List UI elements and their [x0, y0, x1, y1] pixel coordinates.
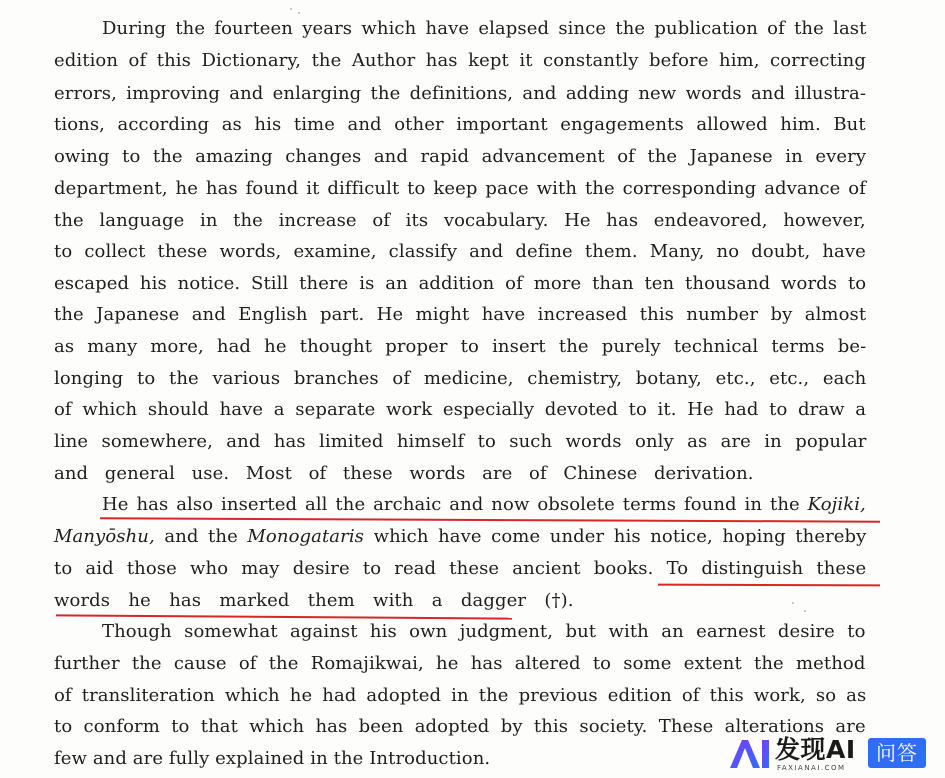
- text-run: During the fourteen years which have elapsed since the publication of the last: [102, 18, 867, 39]
- italic-term: Monogataris: [247, 526, 365, 547]
- red-underline-mark: [100, 517, 880, 522]
- text-run: further the cause of the Romajikwai, he has altered to some extent the method: [54, 653, 866, 674]
- text-run: line somewhere, and has limited himself to such words only as are in popular: [54, 431, 867, 452]
- text-line: [54, 146, 866, 168]
- text-line: [54, 241, 866, 263]
- text-line: [54, 685, 866, 707]
- text-line: [54, 114, 866, 136]
- text-line: [54, 590, 574, 612]
- text-run: He has also inserted all the archaic and now obsolete terms found in the: [102, 494, 808, 515]
- text-run: department, he has found it difficult to keep pace with the corresponding advance of: [54, 178, 866, 199]
- watermark: [728, 736, 940, 774]
- text-run: edition of this Dictionary, the Author has kept it constantly before him, correcting: [54, 50, 867, 71]
- text-run: of which should have a separate work especially devoted to it. He had to draw a: [54, 399, 867, 420]
- text-line: [54, 273, 866, 295]
- scan-speck: [792, 602, 794, 604]
- text-run: few and are fully explained in the Introduction.: [54, 748, 491, 769]
- text-line: [54, 748, 654, 770]
- text-line: [54, 526, 866, 548]
- italic-term: Manyōshu,: [54, 526, 155, 547]
- watermark-subtitle: FAXIANAI.COM: [777, 764, 846, 772]
- text-line: [54, 368, 866, 390]
- scan-speck: [290, 8, 292, 10]
- text-line: [54, 558, 866, 580]
- text-run: and general use. Most of these words are of Chinese derivation.: [54, 463, 754, 484]
- text-line: [102, 18, 866, 40]
- text-run: to aid those who may desire to read these ancient books. To distinguish these: [54, 558, 867, 579]
- text-line: [54, 83, 866, 105]
- text-run: words he has marked them with a dagger (†).: [54, 590, 574, 611]
- text-line: [54, 463, 754, 485]
- text-line: [54, 653, 866, 675]
- italic-term: Kojiki,: [807, 494, 866, 515]
- watermark-brand: 发现AI: [775, 735, 856, 764]
- text-run: the Japanese and English part. He might have increased this number by almost: [54, 304, 867, 325]
- text-run: to collect these words, examine, classify and define them. Many, no doubt, have: [54, 241, 866, 262]
- text-line: [54, 336, 866, 358]
- text-line: [54, 210, 866, 232]
- text-run: longing to the various branches of medicine, chemistry, botany, etc., etc., each: [54, 368, 867, 389]
- watermark-logo-icon: [728, 738, 772, 770]
- text-run: Though somewhat against his own judgment, but with an earnest desire to: [102, 621, 866, 642]
- text-line: [54, 399, 866, 421]
- text-line: [54, 716, 866, 738]
- red-underline-mark: [56, 614, 512, 619]
- text-line: [54, 50, 866, 72]
- text-run: of transliteration which he had adopted in the previous edition of this work, so as: [54, 685, 867, 706]
- text-run: errors, improving and enlarging the definitions, and adding new words and illustra-: [54, 83, 867, 104]
- text-run: owing to the amazing changes and rapid advancement of the Japanese in every: [54, 146, 867, 167]
- scan-speck: [804, 610, 806, 612]
- text-run: tions, according as his time and other important engagements allowed him. But: [54, 114, 866, 135]
- text-run: as many more, had he thought proper to insert the purely technical terms be-: [54, 336, 867, 357]
- text-run: which have come under his notice, hoping thereby: [364, 526, 867, 547]
- text-run: and the: [154, 526, 248, 547]
- text-line: [54, 304, 866, 326]
- watermark-badge[interactable]: 问答: [868, 738, 926, 768]
- text-line: [54, 178, 866, 200]
- text-run: the language in the increase of its vocabulary. He has endeavored, however,: [54, 210, 866, 231]
- text-run: to conform to that which has been adopted by this society. These alterations are: [54, 716, 866, 737]
- text-line: [102, 494, 866, 516]
- text-line: [54, 431, 866, 453]
- scan-speck: [298, 12, 300, 14]
- text-run: escaped his notice. Still there is an addition of more than ten thousand words to: [54, 273, 867, 294]
- text-line: [102, 621, 866, 643]
- red-underline-mark: [658, 584, 880, 587]
